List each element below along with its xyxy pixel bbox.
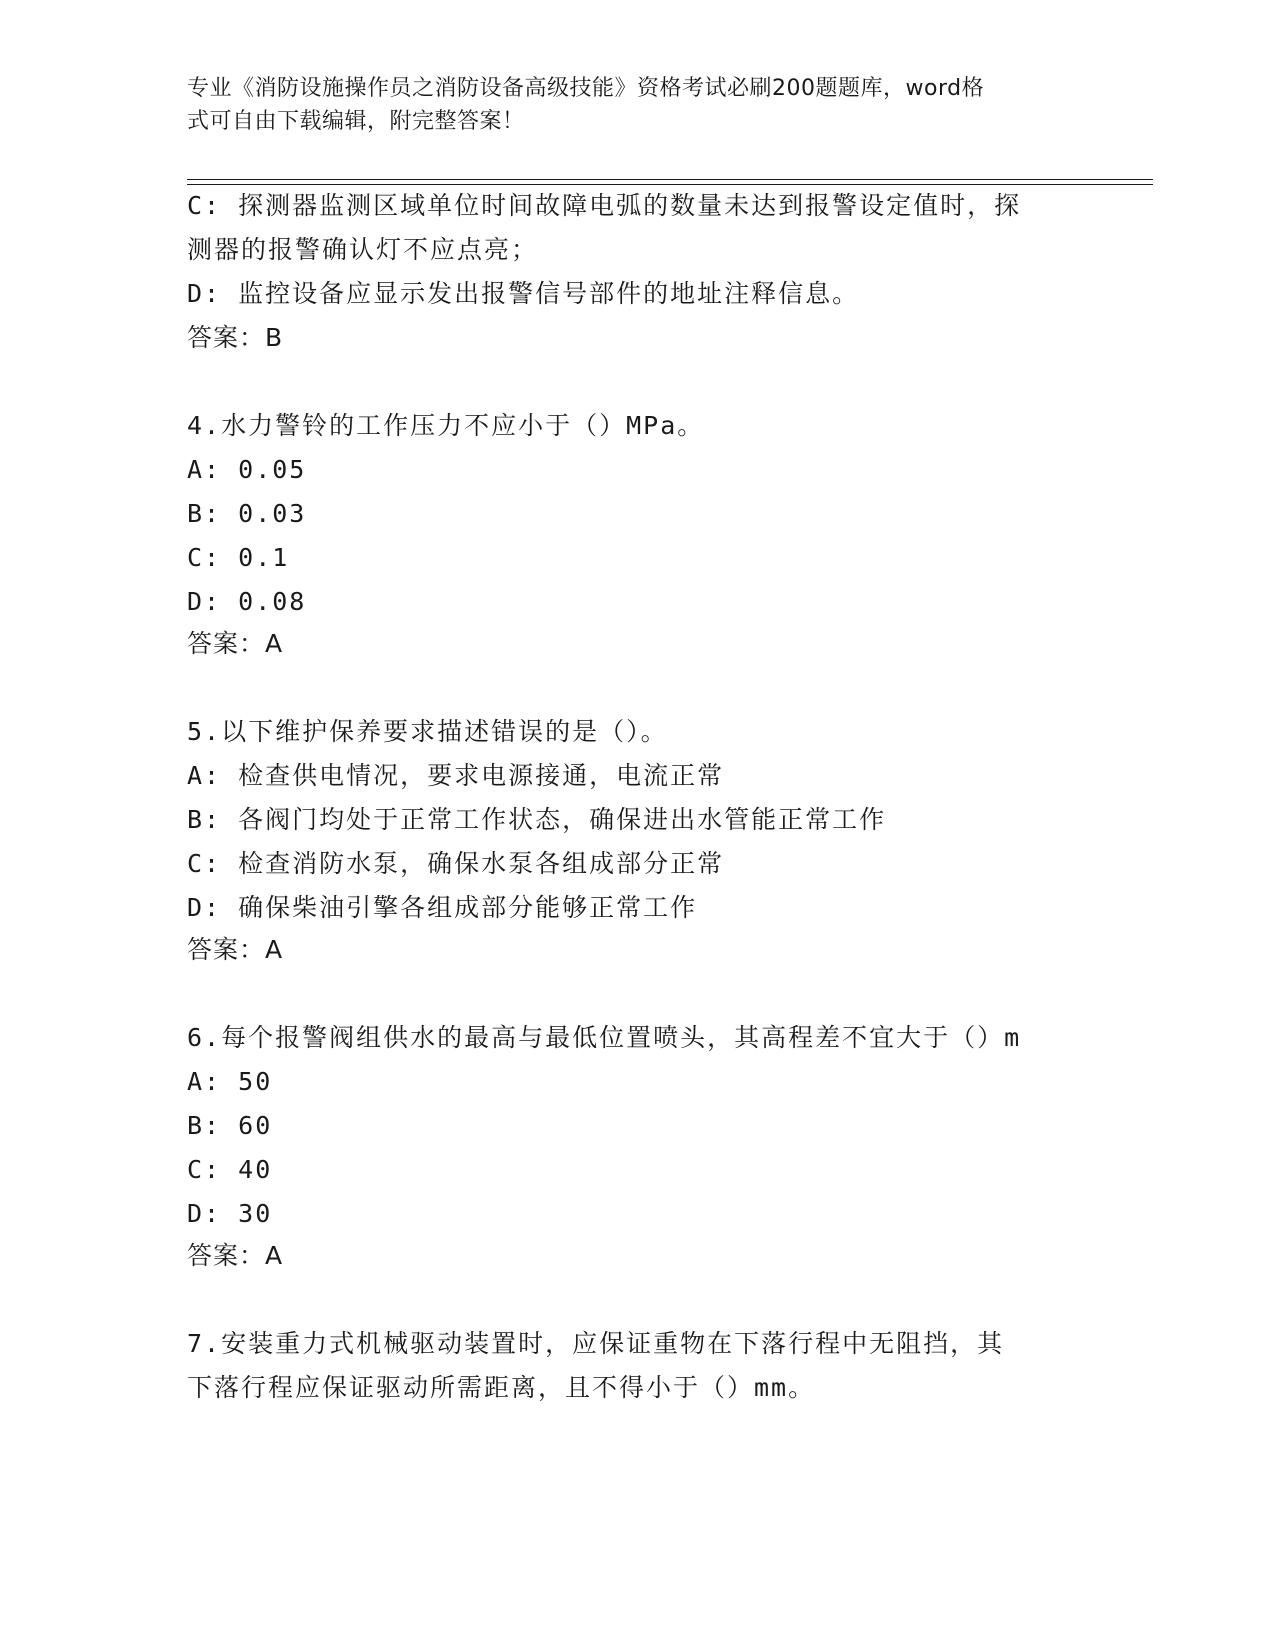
q6-option-a: A: 50 [187,1067,273,1096]
q6-option-d: D: 30 [187,1199,273,1228]
q5-option-b: B: 各阀门均处于正常工作状态，确保进出水管能正常工作 [187,805,887,834]
q7-question-line-1: 7.安装重力式机械驱动装置时，应保证重物在下落行程中无阻挡，其 [187,1329,1005,1358]
q4-option-d: D: 0.08 [187,587,307,616]
q5-question: 5.以下维护保养要求描述错误的是（）。 [187,717,668,746]
q3-answer: 答案：B [187,323,284,352]
q5-option-d: D: 确保柴油引擎各组成部分能够正常工作 [187,893,698,922]
header-divider-top [187,179,1153,180]
q7-question-line-2: 下落行程应保证驱动所需距离，且不得小于（）mm。 [187,1373,816,1402]
document-header [187,72,1087,138]
q6-question: 6.每个报警阀组供水的最高与最低位置喷头，其高程差不宜大于（）m [187,1023,1022,1052]
q3-option-d: D: 监控设备应显示发出报警信号部件的地址注释信息。 [187,279,860,308]
q4-option-c: C: 0.1 [187,543,290,572]
q3-option-c-line-2: 测器的报警确认灯不应点亮； [187,235,539,264]
q6-answer: 答案：A [187,1241,284,1270]
q6-option-c: C: 40 [187,1155,273,1184]
q4-answer: 答案：A [187,629,284,658]
header-line-1: 专业《消防设施操作员之消防设备高级技能》资格考试必刷200题题库，word格 [187,76,985,101]
q5-option-c: C: 检查消防水泵，确保水泵各组成部分正常 [187,849,725,878]
q6-option-b: B: 60 [187,1111,273,1140]
q4-option-b: B: 0.03 [187,499,307,528]
q5-answer: 答案：A [187,935,284,964]
q4-question: 4.水力警铃的工作压力不应小于（）MPa。 [187,411,705,440]
q4-option-a: A: 0.05 [187,455,307,484]
q3-option-c-line-1: C: 探测器监测区域单位时间故障电弧的数量未达到报警设定值时，探 [187,191,1022,220]
header-line-2: 式可自由下载编辑，附完整答案！ [187,109,525,134]
q5-option-a: A: 检查供电情况，要求电源接通，电流正常 [187,761,725,790]
